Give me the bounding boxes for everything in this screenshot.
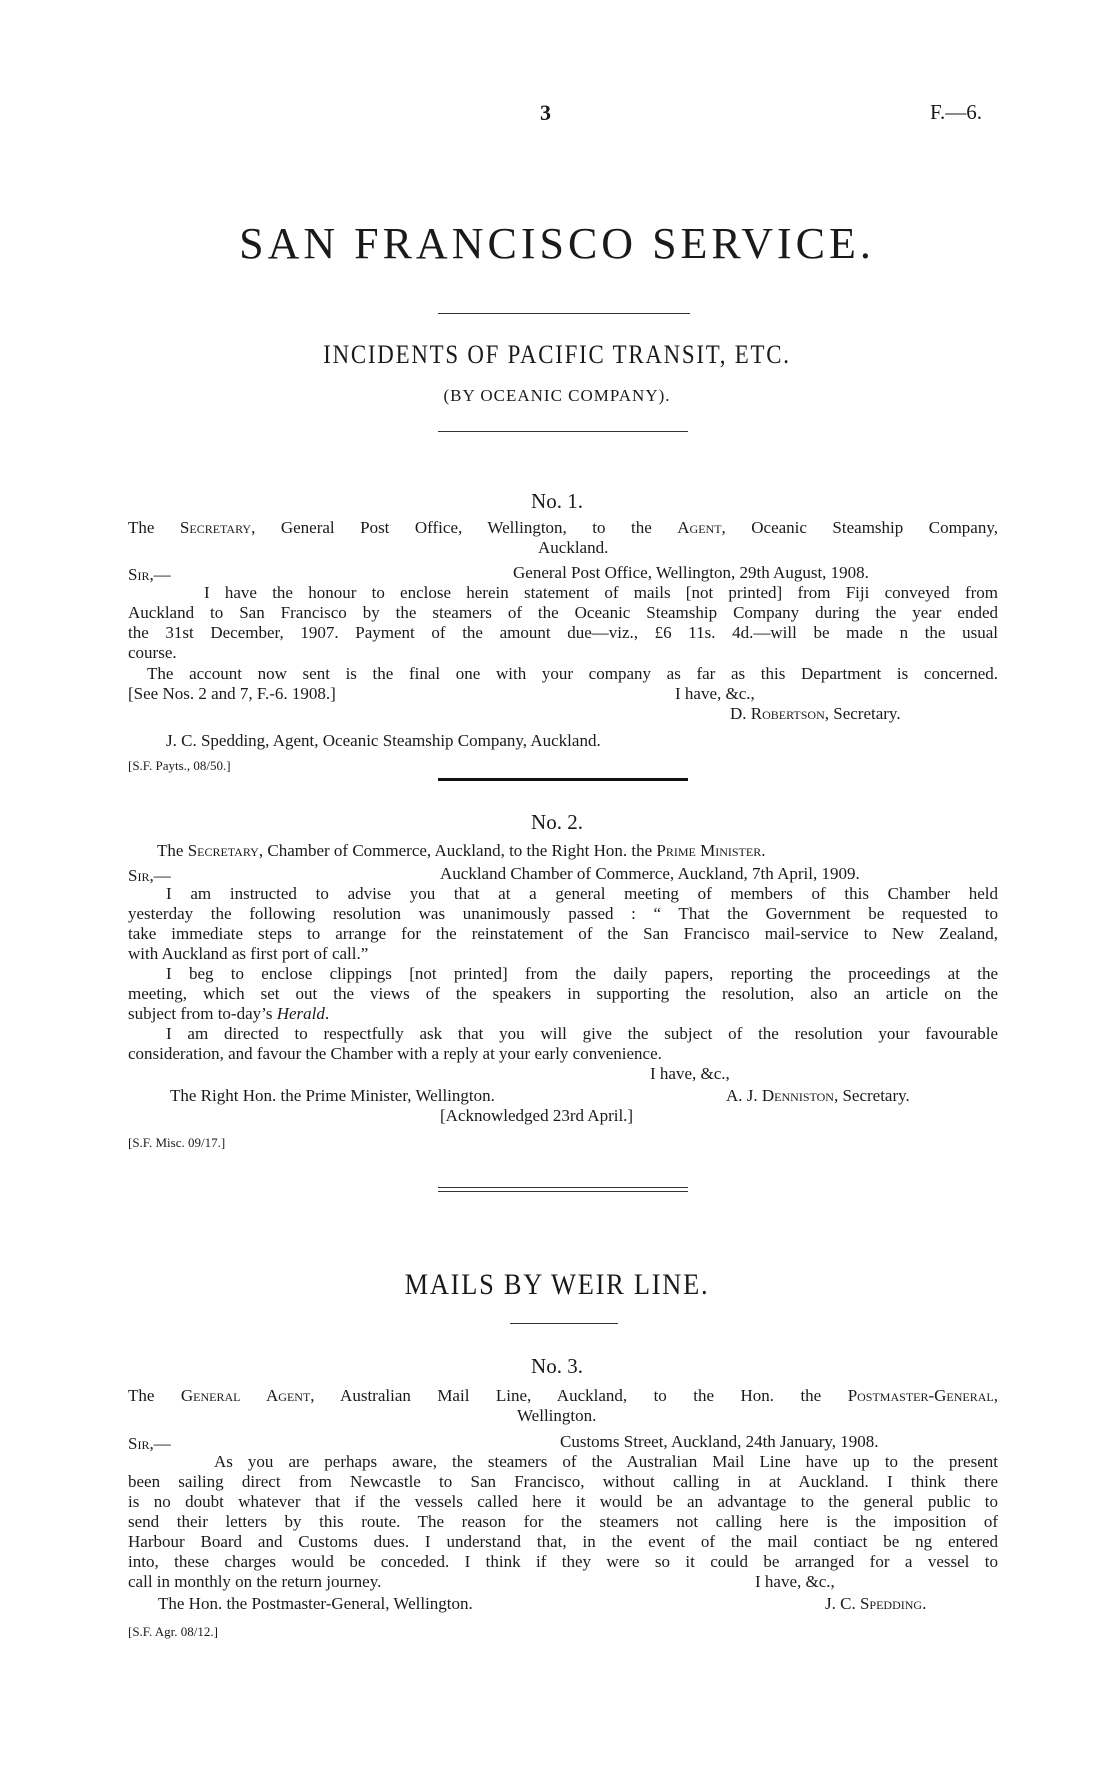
letter1-body-line: Auckland to San Francisco by the steamers of the Oceanic Steamship Company during the year ended bbox=[128, 603, 998, 622]
letter3-place-date: Customs Street, Auckland, 24th January, 1908. bbox=[560, 1432, 879, 1451]
letter2-body-line: I am instructed to advise you that at a general meeting of members of this Chamber held bbox=[166, 884, 998, 903]
letter2-body-line: consideration, and favour the Chamber with a reply at your early convenience. bbox=[128, 1044, 662, 1063]
letter2-body-line: yesterday the following resolution was unanimously passed : “ That the Government be requested to bbox=[128, 904, 998, 923]
letter1-closing: I have, &c., bbox=[675, 684, 755, 703]
letter3-body-line: call in monthly on the return journey. bbox=[128, 1572, 382, 1591]
letter3-body-line: As you are perhaps aware, the steamers of the Australian Mail Line have up to the present bbox=[214, 1452, 998, 1471]
letter1-salutation: Sir,— bbox=[128, 565, 171, 584]
letter2-signature: A. J. Denniston, Secretary. bbox=[726, 1086, 910, 1105]
section1-subheading: (BY OCEANIC COMPANY). bbox=[443, 386, 671, 405]
letter1-file-reference: [S.F. Payts., 08/50.] bbox=[128, 758, 231, 773]
letter2-file-reference: [S.F. Misc. 09/17.] bbox=[128, 1135, 226, 1150]
letter1-address-line2: Auckland. bbox=[538, 538, 609, 557]
letter3-body-line: send their letters by this route. The reason for the steamers not calling here is the imposition of bbox=[128, 1512, 998, 1531]
letter2-body-line: meeting, which set out the views of the speakers in supporting the resolution, also an article on the bbox=[128, 984, 998, 1003]
letter1-signature: D. Robertson, Secretary. bbox=[730, 704, 901, 723]
letter2-body-line: take immediate steps to arrange for the reinstatement of the San Francisco mail-service to New Zealand, bbox=[128, 924, 998, 943]
letter3-body-line: been sailing direct from Newcastle to San Francisco, without calling in at Auckland. I think there bbox=[128, 1472, 998, 1491]
letter3-salutation: Sir,— bbox=[128, 1434, 171, 1453]
section2-rule bbox=[510, 1323, 618, 1324]
letter1-paragraph: The account now sent is the final one with your company as far as this Department is concerned. bbox=[147, 664, 998, 683]
letter1-place-date: General Post Office, Wellington, 29th August, 1908. bbox=[513, 563, 869, 582]
letter2-number: No. 2. bbox=[531, 810, 583, 834]
letter3-body-line: into, these charges would be conceded. I think if they were so it could be arranged for a vessel to bbox=[128, 1552, 998, 1571]
letter1-addressee: J. C. Spedding, Agent, Oceanic Steamship Company, Auckland. bbox=[166, 731, 601, 750]
letter1-separator bbox=[438, 778, 688, 781]
letter2-body-line: with Auckland as first port of call.” bbox=[128, 944, 369, 963]
letter1-see-reference: [See Nos. 2 and 7, F.-6. 1908.] bbox=[128, 684, 336, 703]
letter1-body-line: I have the honour to enclose herein statement of mails [not printed] from Fiji conveyed from bbox=[204, 583, 998, 602]
section1-heading: INCIDENTS OF PACIFIC TRANSIT, ETC. bbox=[323, 340, 791, 369]
letter2-salutation: Sir,— bbox=[128, 866, 171, 885]
title-rule bbox=[438, 313, 690, 314]
letter2-closing: I have, &c., bbox=[650, 1064, 730, 1083]
section1-rule bbox=[438, 431, 688, 432]
letter3-body-line: is no doubt whatever that if the vessels called here it would be an advantage to the general public to bbox=[128, 1492, 998, 1511]
letter1-body-line: the 31st December, 1907. Payment of the amount due—viz., £6 11s. 4d.—will be made n the usual bbox=[128, 623, 998, 642]
letter2-place-date: Auckland Chamber of Commerce, Auckland, 7th April, 1909. bbox=[440, 864, 860, 883]
letter2-body-line: I am directed to respectfully ask that you will give the subject of the resolution your favourable bbox=[166, 1024, 998, 1043]
letter3-signature: J. C. Spedding. bbox=[825, 1594, 927, 1613]
letter3-number: No. 3. bbox=[531, 1354, 583, 1378]
letter1-number: No. 1. bbox=[531, 489, 583, 513]
letter2-acknowledged: [Acknowledged 23rd April.] bbox=[440, 1106, 634, 1125]
page-number: 3 bbox=[540, 100, 551, 125]
main-title: SAN FRANCISCO SERVICE. bbox=[239, 219, 875, 268]
letter2-addressee: The Right Hon. the Prime Minister, Wellington. bbox=[170, 1086, 495, 1105]
letter3-address: The General Agent, Australian Mail Line, Auckland, to the Hon. the Postmaster-General, bbox=[128, 1386, 998, 1405]
letter1-address: The Secretary, General Post Office, Wellington, to the Agent, Oceanic Steamship Company, bbox=[128, 518, 998, 537]
letter2-body-line: subject from to-day’s Herald. bbox=[128, 1004, 330, 1023]
letter2-body-line: I beg to enclose clippings [not printed] from the daily papers, reporting the proceedings at the bbox=[166, 964, 998, 983]
paper-reference: F.—6. bbox=[930, 100, 982, 124]
letter2-address: The Secretary, Chamber of Commerce, Auckland, to the Right Hon. the Prime Minister. bbox=[157, 841, 766, 860]
section2-heading: MAILS BY WEIR LINE. bbox=[404, 1268, 710, 1301]
letter3-addressee: The Hon. the Postmaster-General, Wellington. bbox=[158, 1594, 473, 1613]
letter3-body-line: Harbour Board and Customs dues. I understand that, in the event of the mail contiact be ng entered bbox=[128, 1532, 998, 1551]
letter1-body-line: course. bbox=[128, 643, 177, 662]
letter3-closing: I have, &c., bbox=[755, 1572, 835, 1591]
section-separator bbox=[438, 1187, 688, 1192]
letter3-address-line2: Wellington. bbox=[517, 1406, 597, 1425]
letter3-file-reference: [S.F. Agr. 08/12.] bbox=[128, 1624, 218, 1639]
